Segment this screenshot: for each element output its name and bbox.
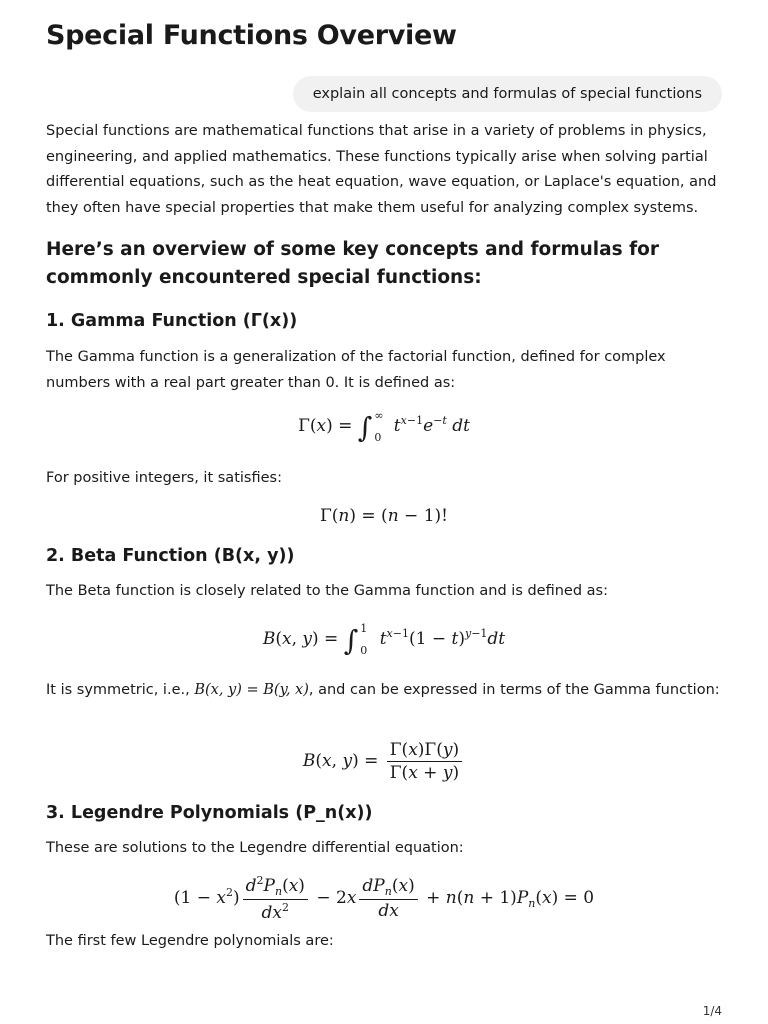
legendre-heading: 3. Legendre Polynomials (P_n(x)) bbox=[46, 803, 373, 823]
beta-description: The Beta function is closely related to the Gamma function and is defined as: bbox=[46, 583, 608, 599]
beta-heading: 2. Beta Function (B(x, y)) bbox=[46, 546, 295, 566]
beta-symmetry-text: It is symmetric, i.e., B(x, y) = B(y, x), and can be expressed in terms of the Gamma function: bbox=[46, 682, 720, 698]
user-prompt-bubble: explain all concepts and formulas of special functions bbox=[293, 76, 722, 112]
overview-heading: Here’s an overview of some key concepts and formulas for commonly encountered special functions: bbox=[46, 239, 659, 288]
legendre-list-intro: The first few Legendre polynomials are: bbox=[46, 933, 334, 949]
beta-symmetry-math: B(x, y) = B(y, x) bbox=[194, 682, 309, 698]
beta-gamma-formula: B(x, y) = $\frac{\Gamma(x)\Gamma(y)}{\Gamma(x + y)}$ bbox=[46, 740, 722, 783]
beta-integral-formula: B(x, y) = ∫ 1 0 $t^{x-1}(1 - t)^{y-1}dt$ bbox=[262, 622, 506, 657]
legendre-equation: $(1 - x^2)$ $\frac{d^2P_n(x)}{dx^2}$ − 2x $\frac{dP_n(x)}{dx}$ + $n(n + 1)P_n(x) = 0$ bbox=[173, 874, 595, 923]
page-title: Special Functions Overview bbox=[46, 20, 457, 51]
legendre-description: These are solutions to the Legendre differential equation: bbox=[46, 840, 464, 856]
gamma-description: The Gamma function is a generalization of the factorial function, defined for complex numbers with a real part greater than 0. It is defined as: bbox=[46, 349, 666, 391]
gamma-factorial-formula: Γ(n) = (n − 1)! bbox=[319, 506, 448, 526]
intro-paragraph: Special functions are mathematical functions that arise in a variety of problems in physics, engineering, and applied mathematics. These functions typically arise when solving partial differential equations, such as the heat equation, wave equation, or Laplace's equation, and they often have special properties that make them useful for analyzing complex systems. bbox=[46, 123, 717, 216]
gamma-factorial-text: For positive integers, it satisfies: bbox=[46, 470, 282, 486]
page-indicator: 1/4 bbox=[702, 1004, 722, 1018]
gamma-heading: 1. Gamma Function (Γ(x)) bbox=[46, 311, 298, 331]
gamma-integral-formula: Γ(x) = ∫ ∞ 0 $t^{x-1}e^{-t}$ dt bbox=[298, 409, 470, 444]
